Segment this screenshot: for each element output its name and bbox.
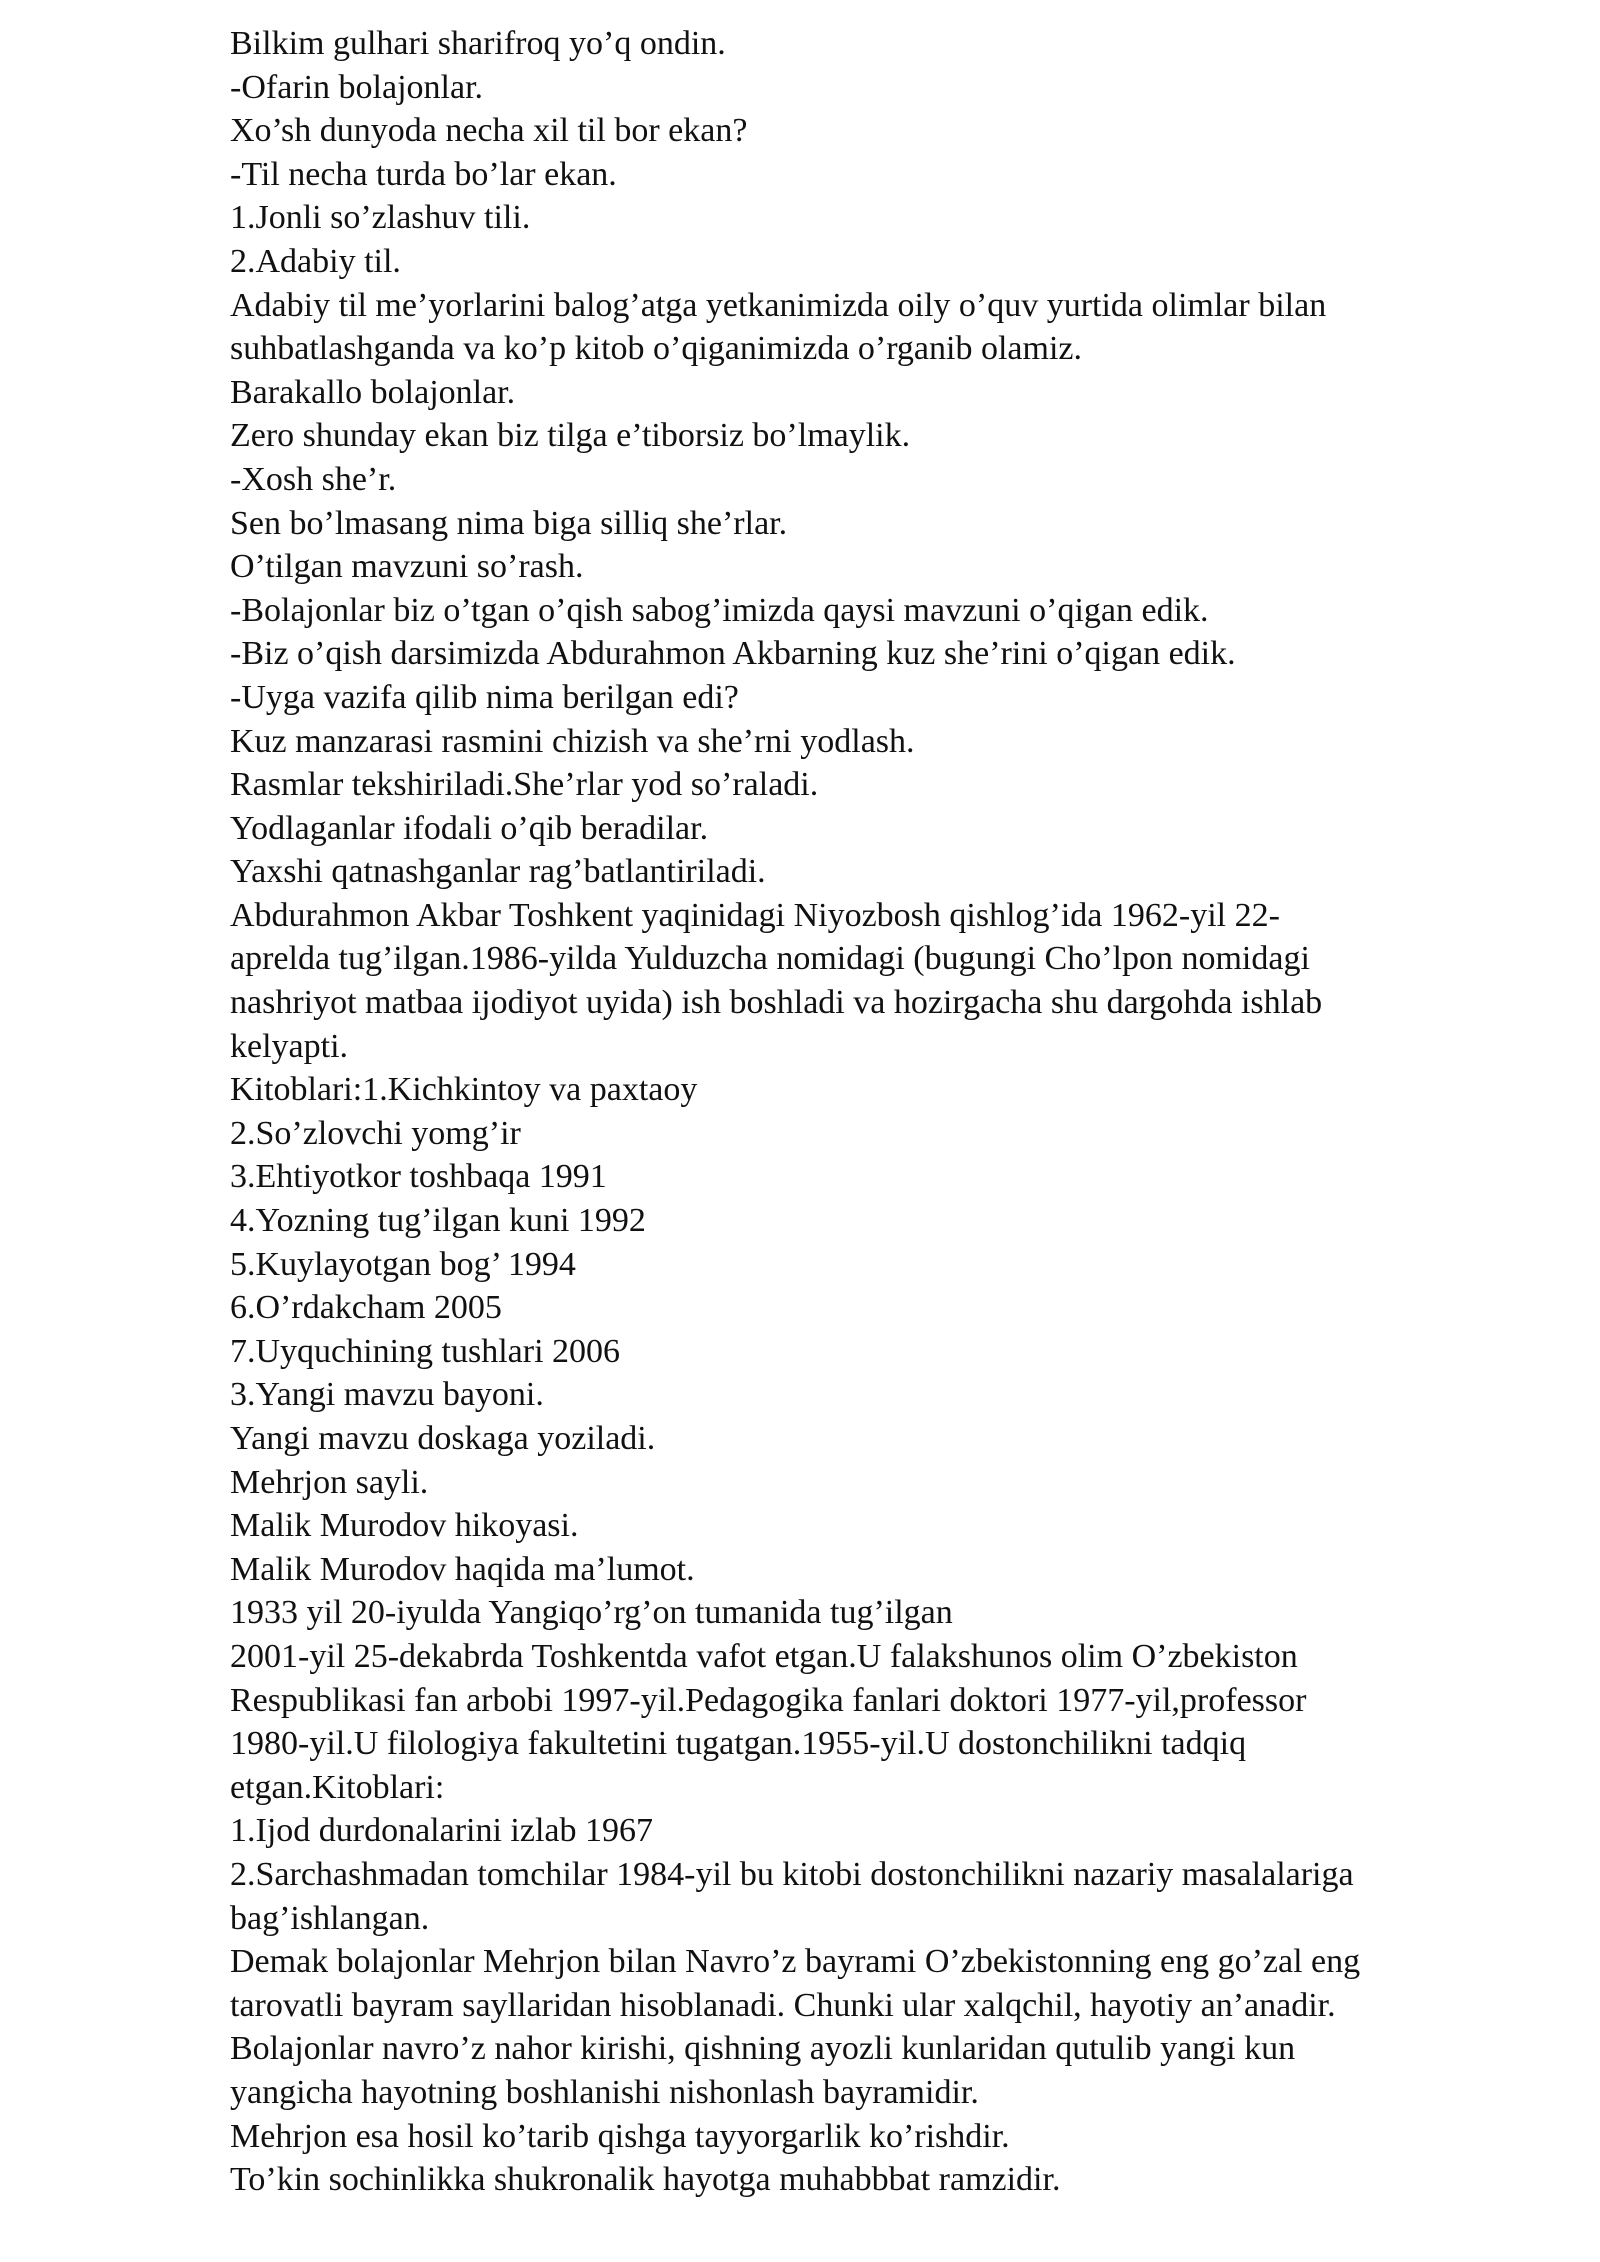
text-line: Malik Murodov haqida ma’lumot.: [230, 1550, 695, 1588]
text-line: 2.So’zlovchi yomg’ir: [230, 1114, 521, 1152]
text-line: Kuz manzarasi rasmini chizish va she’rni yodlash.: [230, 722, 915, 760]
text-line: Demak bolajonlar Mehrjon bilan Navro’z bayrami O’zbekistonning eng go’zal eng: [230, 1943, 1361, 1981]
text-line: Yangi mavzu doskaga yoziladi.: [230, 1420, 656, 1457]
text-line: nashriyot matbaa ijodiyot uyida) ish boshladi va hozirgacha shu dargohda ishlab: [230, 984, 1323, 1022]
text-line: Xo’sh dunyoda necha xil til bor ekan?: [230, 112, 748, 150]
text-line: 3.Yangi mavzu bayoni.: [230, 1376, 544, 1414]
text-line: Yodlaganlar ifodali o’qib beradilar.: [230, 809, 709, 847]
text-line: Bilkim gulhari sharifroq yo’q ondin.: [230, 25, 726, 62]
text-line: 3.Ehtiyotkor toshbaqa 1991: [230, 1158, 607, 1196]
text-line: bag’ishlangan.: [230, 1899, 430, 1937]
text-line: Mehrjon sayli.: [230, 1463, 429, 1501]
text-line: Malik Murodov hikoyasi.: [230, 1507, 579, 1545]
text-line: 1980-yil.U filologiya fakultetini tugatgan.1955-yil.U dostonchilikni tadqiq: [230, 1725, 1247, 1763]
text-line: Abdurahmon Akbar Toshkent yaqinidagi Niyozbosh qishlog’ida 1962-yil 22-: [230, 896, 1280, 934]
text-line: Rasmlar tekshiriladi.She’rlar yod so’raladi.: [230, 766, 819, 804]
document-body: [230, 22, 1520, 2202]
text-line: kelyapti.: [230, 1027, 349, 1065]
text-line: 2.Sarchashmadan tomchilar 1984-yil bu kitobi dostonchilikni nazariy masalalariga: [230, 1855, 1354, 1893]
text-line: 2001-yil 25-dekabrda Toshkentda vafot etgan.U falakshunos olim O’zbekiston: [230, 1637, 1298, 1675]
text-line: 5.Kuylayotgan bog’ 1994: [230, 1245, 576, 1283]
text-line: -Ofarin bolajonlar.: [230, 68, 484, 106]
text-line: 1933 yil 20-iyulda Yangiqo’rg’on tumanida tug’ilgan: [230, 1594, 953, 1632]
text-line: Yaxshi qatnashganlar rag’batlantiriladi.: [230, 853, 766, 891]
text-line: 1.Jonli so’zlashuv tili.: [230, 199, 531, 237]
text-line: yangicha hayotning boshlanishi nishonlash bayramidir.: [230, 2073, 979, 2111]
text-line: Zero shunday ekan biz tilga e’tiborsiz bo’lmaylik.: [230, 417, 911, 455]
text-line: To’kin sochinlikka shukronalik hayotga muhabbbat ramzidir.: [230, 2161, 1061, 2199]
text-line: aprelda tug’ilgan.1986-yilda Yulduzcha nomidagi (bugungi Cho’lpon nomidagi: [230, 940, 1310, 978]
text-line: 6.O’rdakcham 2005: [230, 1289, 502, 1327]
text-line: suhbatlashganda va ko’p kitob o’qiganimizda o’rganib olamiz.: [230, 330, 1082, 368]
text-line: 4.Yozning tug’ilgan kuni 1992: [230, 1202, 646, 1240]
text-line: O’tilgan mavzuni so’rash.: [230, 548, 584, 586]
text-line: Kitoblari:1.Kichkintoy va paxtaoy: [230, 1071, 698, 1109]
text-line: tarovatli bayram sayllaridan hisoblanadi. Chunki ular xalqchil, hayotiy an’anadir.: [230, 1986, 1336, 2024]
text-line: 2.Adabiy til.: [230, 242, 401, 280]
text-line: -Uyga vazifa qilib nima berilgan edi?: [230, 678, 739, 716]
text-line: Barakallo bolajonlar.: [230, 373, 516, 411]
text-line: Adabiy til me’yorlarini balog’atga yetkanimizda oily o’quv yurtida olimlar bilan: [230, 286, 1327, 324]
text-line: -Til necha turda bo’lar ekan.: [230, 155, 617, 193]
text-line: -Biz o’qish darsimizda Abdurahmon Akbarning kuz she’rini o’qigan edik.: [230, 635, 1236, 673]
text-line: Mehrjon esa hosil ko’tarib qishga tayyorgarlik ko’rishdir.: [230, 2117, 1010, 2155]
text-line: etgan.Kitoblari:: [230, 1768, 445, 1806]
text-line: Sen bo’lmasang nima biga silliq she’rlar.: [230, 504, 788, 542]
text-line: -Xosh she’r.: [230, 460, 397, 498]
text-line: 7.Uyquchining tushlari 2006: [230, 1332, 621, 1370]
text-line: Bolajonlar navro’z nahor kirishi, qishning ayozli kunlaridan qutulib yangi kun: [230, 2030, 1296, 2068]
text-line: Respublikasi fan arbobi 1997-yil.Pedagogika fanlari doktori 1977-yil,professor: [230, 1681, 1307, 1719]
text-line: 1.Ijod durdonalarini izlab 1967: [230, 1812, 654, 1850]
text-line: -Bolajonlar biz o’tgan o’qish sabog’imizda qaysi mavzuni o’qigan edik.: [230, 591, 1209, 629]
